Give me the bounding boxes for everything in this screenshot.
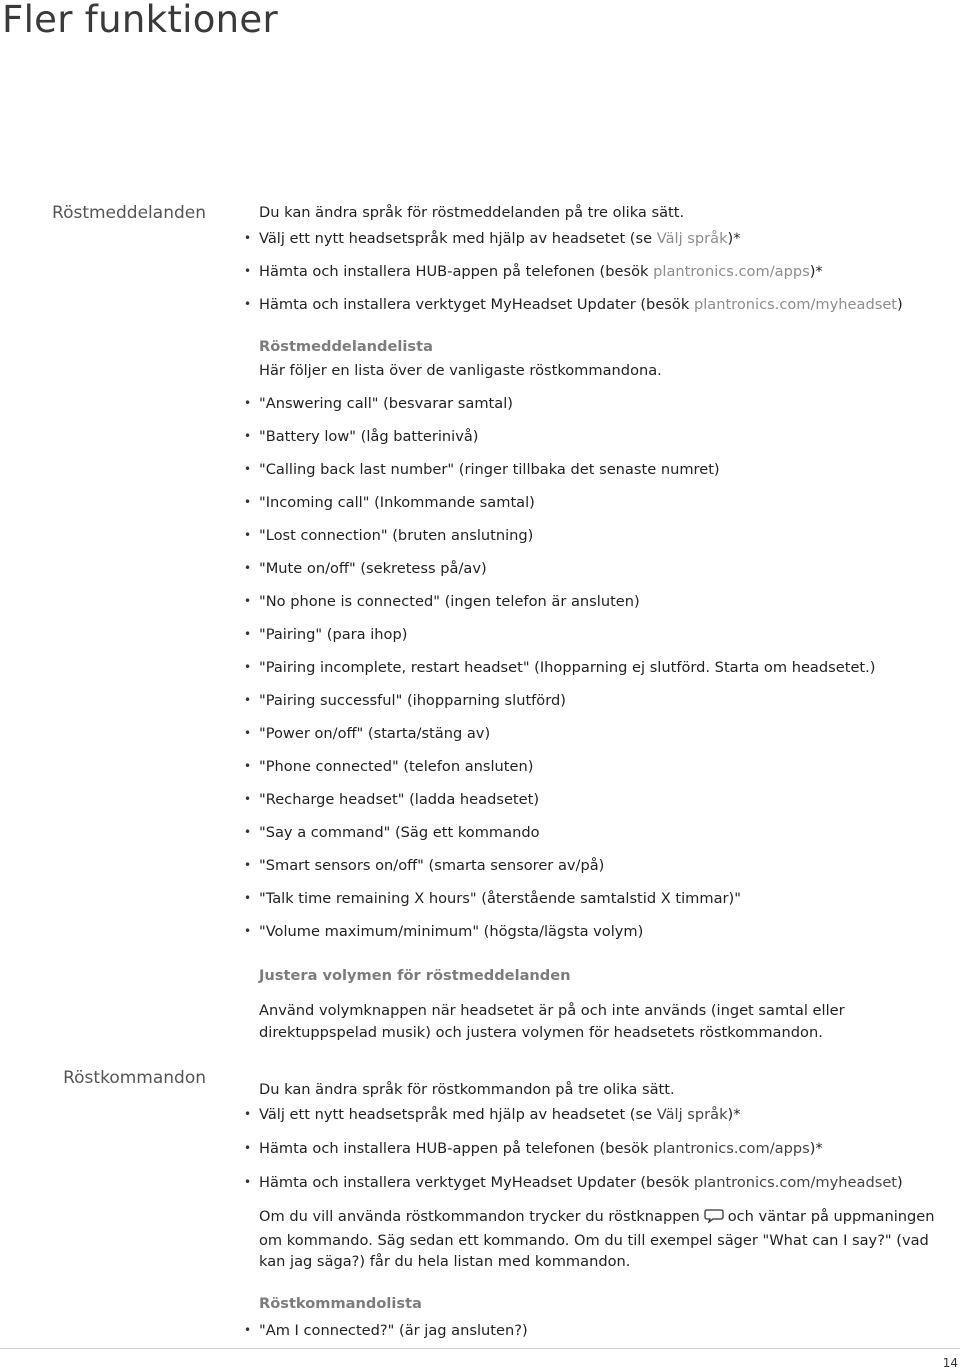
- list-item: [244, 228, 959, 250]
- link-apps[interactable]: plantronics.com/apps: [653, 263, 810, 280]
- page-number: 14: [942, 1356, 958, 1370]
- usage-text-after: och väntar på uppmaningen om kommando. Säg sedan ett kommando. Om du till exempel säger "What can I say?" (vad kan jag säga?) får du hela listan med kommandon.: [259, 1208, 935, 1270]
- list-item: • "Talk time remaining X hours" (återstående samtalstid X timmar)": [244, 888, 959, 910]
- voice-alerts-intro: Du kan ändra språk för röstmeddelanden på tre olika sätt.: [259, 204, 685, 221]
- section-label-voice-alerts: Röstmeddelanden: [52, 203, 206, 223]
- link-myheadset[interactable]: plantronics.com/myheadset: [693, 1174, 898, 1191]
- option-suffix: )*: [809, 263, 823, 280]
- section-label-voice-commands: Röstkommandon: [63, 1068, 206, 1088]
- option-suffix: ): [897, 1174, 903, 1191]
- list-item: [244, 261, 959, 283]
- option-suffix: )*: [727, 1106, 741, 1123]
- list-item: • "Power on/off" (starta/stäng av): [244, 723, 959, 745]
- voice-alerts-list-intro: Här följer en lista över de vanligaste röstkommandona.: [259, 362, 662, 379]
- list-item: • "Mute on/off" (sekretess på/av): [244, 558, 959, 580]
- list-item: [244, 294, 959, 316]
- list-item: • "Pairing successful" (ihopparning slutförd): [244, 690, 959, 712]
- option-text: Hämta och installera verktyget MyHeadset Updater (besök: [259, 296, 694, 313]
- voice-commands-intro: Du kan ändra språk för röstkommandon på tre olika sätt.: [259, 1081, 675, 1098]
- list-item: • "Answering call" (besvarar samtal): [244, 393, 959, 415]
- volume-heading: Justera volymen för röstmeddelanden: [259, 967, 571, 984]
- link-myheadset[interactable]: plantronics.com/myheadset: [693, 296, 898, 313]
- list-item: • "Calling back last number" (ringer tillbaka det senaste numret): [244, 459, 959, 481]
- list-item: • "Smart sensors on/off" (smarta sensorer av/på): [244, 855, 959, 877]
- usage-text-before: Om du vill använda röstkommandon trycker du röstknappen: [259, 1208, 700, 1225]
- voice-commands-usage: [259, 1206, 959, 1273]
- list-item: • "No phone is connected" (ingen telefon är ansluten): [244, 591, 959, 613]
- list-item: • "Battery low" (låg batterinivå): [244, 426, 959, 448]
- option-suffix: )*: [727, 230, 741, 247]
- option-suffix: )*: [809, 1140, 823, 1157]
- link-apps[interactable]: plantronics.com/apps: [653, 1140, 810, 1157]
- page-title: Fler funktioner: [2, 0, 279, 41]
- volume-text: Använd volymknappen när headsetet är på och inte används (inget samtal eller direktuppspelad musik) och justera volymen för headsetets röstkommandon.: [259, 1002, 845, 1041]
- list-item: • "Phone connected" (telefon ansluten): [244, 756, 959, 778]
- voice-alerts-list-heading: Röstmeddelandelista: [259, 338, 433, 355]
- list-item: • "Volume maximum/minimum" (högsta/lägsta volym): [244, 921, 959, 943]
- voice-commands-list-heading: Röstkommandolista: [259, 1295, 422, 1312]
- option-text: Hämta och installera HUB-appen på telefonen (besök: [259, 1140, 654, 1157]
- option-text: Hämta och installera verktyget MyHeadset Updater (besök: [259, 1174, 694, 1191]
- list-item: • "Am I connected?" (är jag ansluten?): [244, 1320, 959, 1342]
- link-select-language[interactable]: Välj språk: [656, 1106, 728, 1123]
- list-item: • "Lost connection" (bruten anslutning): [244, 525, 959, 547]
- list-item: [244, 1138, 959, 1160]
- footer-divider: [0, 1348, 960, 1349]
- option-text: Hämta och installera HUB-appen på telefonen (besök: [259, 263, 654, 280]
- list-item: • "Pairing incomplete, restart headset" (Ihopparning ej slutförd. Starta om headsetet.): [244, 657, 959, 679]
- option-text: Välj ett nytt headsetspråk med hjälp av headsetet (se: [259, 1106, 657, 1123]
- link-select-language[interactable]: Välj språk: [656, 230, 728, 247]
- option-suffix: ): [897, 296, 903, 313]
- list-item: [244, 1172, 959, 1194]
- list-item: • "Incoming call" (Inkommande samtal): [244, 492, 959, 514]
- list-item: • "Pairing" (para ihop): [244, 624, 959, 646]
- speech-bubble-icon: [704, 1208, 724, 1230]
- option-text: Välj ett nytt headsetspråk med hjälp av headsetet (se: [259, 230, 657, 247]
- list-item: [244, 1104, 959, 1126]
- list-item: • "Say a command" (Säg ett kommando: [244, 822, 959, 844]
- list-item: • "Recharge headset" (ladda headsetet): [244, 789, 959, 811]
